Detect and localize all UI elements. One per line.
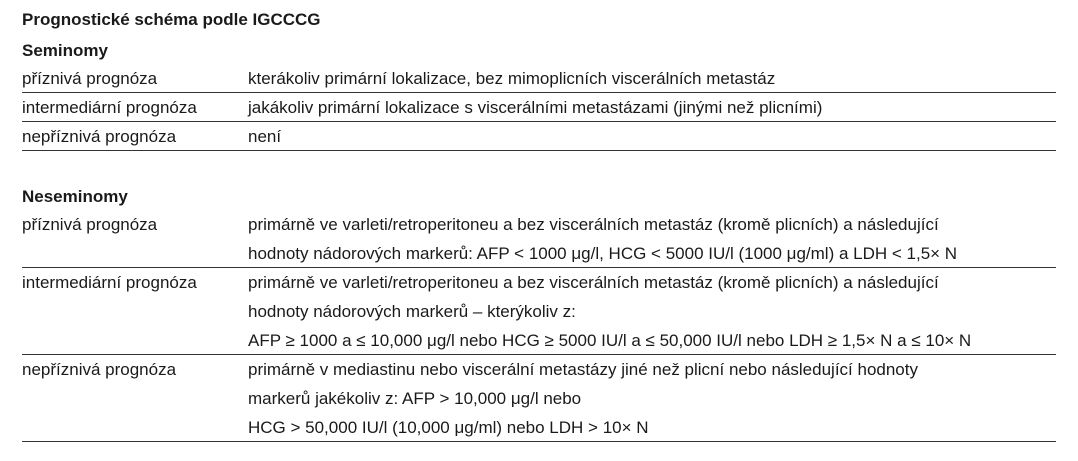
row-description (248, 122, 1056, 150)
row-description (248, 355, 1056, 441)
description-line: hodnoty nádorových markerů: AFP < 1000 μg/l, HCG < 5000 IU/l (1000 μg/ml) a LDH < 1,5× N (248, 244, 958, 263)
neseminomy-section (22, 186, 1056, 442)
table-row (22, 64, 1056, 93)
row-label: nepříznivá prognóza (22, 127, 177, 146)
description-line: primárně ve varleti/retroperitoneu a bez viscerálních metastáz (kromě plicních) a následující (248, 215, 939, 234)
table-row (22, 93, 1056, 122)
description-line: markerů jakékoliv z: AFP > 10,000 μg/l nebo (248, 389, 582, 408)
description-line: AFP ≥ 1000 a ≤ 10,000 μg/l nebo HCG ≥ 5000 IU/l a ≤ 50,000 IU/l nebo LDH ≥ 1,5× N a ≤ 10× N (248, 331, 972, 350)
row-description (248, 268, 1056, 354)
description-line: kterákoliv primární lokalizace, bez mimoplicních viscerálních metastáz (248, 69, 776, 88)
description-line: jakákoliv primární lokalizace s viscerálními metastázami (jinými než plicními) (248, 98, 823, 117)
row-description (248, 64, 1056, 92)
description-line: primárně v mediastinu nebo viscerální metastázy jiné než plicní nebo následující hodnoty (248, 360, 918, 379)
description-line: primárně ve varleti/retroperitoneu a bez viscerálních metastáz (kromě plicních) a následující (248, 273, 939, 292)
description-line: není (248, 127, 282, 146)
row-label: příznivá prognóza (22, 69, 158, 88)
row-label: nepříznivá prognóza (22, 360, 177, 379)
row-label: intermediární prognóza (22, 273, 197, 292)
table-row (22, 122, 1056, 151)
row-label: příznivá prognóza (22, 215, 158, 234)
description-line: hodnoty nádorových markerů – kterýkoliv z: (248, 302, 576, 321)
section-heading-seminomy: Seminomy (22, 41, 108, 60)
table-row (22, 210, 1056, 268)
row-description (248, 93, 1056, 121)
row-label: intermediární prognóza (22, 98, 197, 117)
document-title: Prognostické schéma podle IGCCCG (22, 10, 321, 29)
row-description (248, 210, 1056, 267)
section-heading-neseminomy: Neseminomy (22, 187, 128, 206)
table-row (22, 268, 1056, 355)
description-line: HCG > 50,000 IU/l (10,000 μg/ml) nebo LDH > 10× N (248, 418, 649, 437)
table-row (22, 355, 1056, 442)
seminomy-section (22, 40, 1056, 151)
